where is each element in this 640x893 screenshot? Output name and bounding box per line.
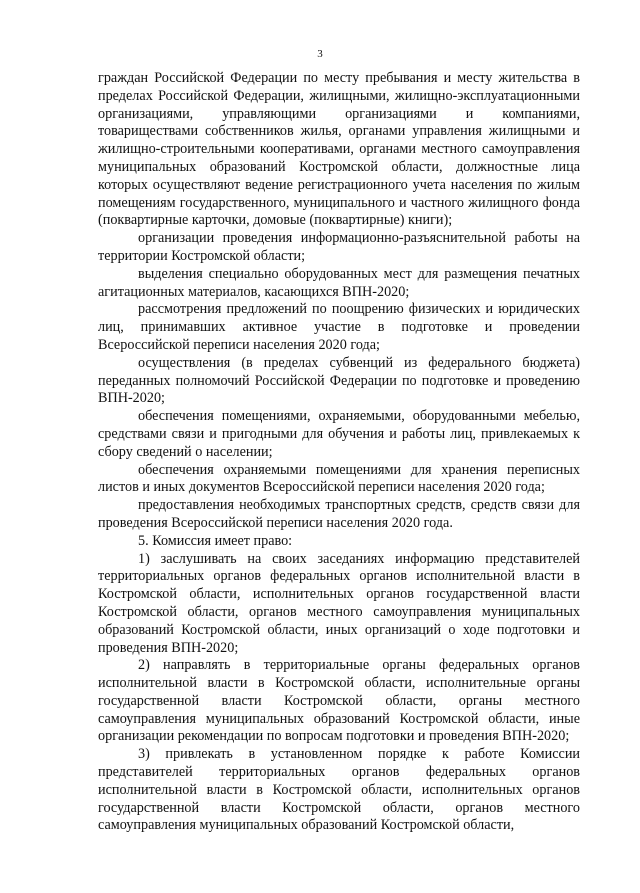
paragraph-commission-rights-heading: 5. Комиссия имеет право: (138, 532, 293, 549)
paragraph-info-work: организации проведения информационно-разъяснительной работы на территории Костромской области; (98, 230, 580, 264)
paragraph-agitation-places: выделения специально оборудованных мест для размещения печатных агитационных материалов, касающихся ВПН-2020; (98, 265, 580, 300)
paragraph-encouragement: рассмотрения предложений по поощрению физических и юридических лиц, принимавших активное участие в подготовке и проведении Всероссийской переписи населения 2020 года; (98, 301, 580, 353)
paragraph-right-1: 1) заслушивать на своих заседаниях информацию представителей территориальных органов федеральных органов исполнительной власти в Костромской области, исполнительных органов государственной власти Костромской области, органов местного самоуправления муниципальных образований Костромской области, иных организаций о ходе подготовки и проведения ВПН-2020; (98, 550, 580, 656)
page-number: 3 (317, 48, 323, 60)
paragraph-transport: предоставления необходимых транспортных средств, средств связи для проведения Всероссийской переписи населения 2020 года. (98, 497, 580, 531)
paragraph-right-2: 2) направлять в территориальные органы федеральных органов исполнительной власти в Костромской области, исполнительные органы государственной власти Костромской области, органы местного самоуправления муниципальных образований Костромской области, иные организации рекомендации по вопросам подготовки и проведения ВПН-2020; (98, 657, 580, 745)
paragraph-premises: обеспечения помещениями, охраняемыми, оборудованными мебелью, средствами связи и пригодными для обучения и работы лиц, привлекаемых к сбору сведений о населении; (98, 408, 580, 460)
paragraph-citizens-registration: граждан Российской Федерации по месту пребывания и месту жительства в пределах Российской Федерации, жилищными, жилищно-эксплуатационными организациями, управляющими организациями и компаниями, товариществами собственников жилья, органами управления жилищными и жилищно-строительными кооперативами, органами местного самоуправления муниципальных образований Костромской области, должностные лица которых осуществляют ведение регистрационного учета населения по жилым помещениям государственного, муниципального и частного жилищного фонда (поквартирные карточки, домовые (поквартирные) книги); (98, 70, 580, 229)
paragraph-storage: обеспечения охраняемыми помещениями для хранения переписных листов и иных документов Всероссийской переписи населения 2020 года; (98, 461, 580, 496)
paragraph-subventions: осуществления (в пределах субвенций из федерального бюджета) переданных полномочий Российской Федерации по подготовке и проведению ВПН-2020; (98, 354, 580, 407)
document-body (98, 70, 580, 835)
paragraph-right-3: 3) привлекать в установленном порядке к работе Комиссии представителей территориальных органов федеральных органов исполнительной власти в Костромской области, исполнительных органов государственной власти Костромской области, органов местного самоуправления муниципальных образований Костромской области, (98, 746, 580, 834)
